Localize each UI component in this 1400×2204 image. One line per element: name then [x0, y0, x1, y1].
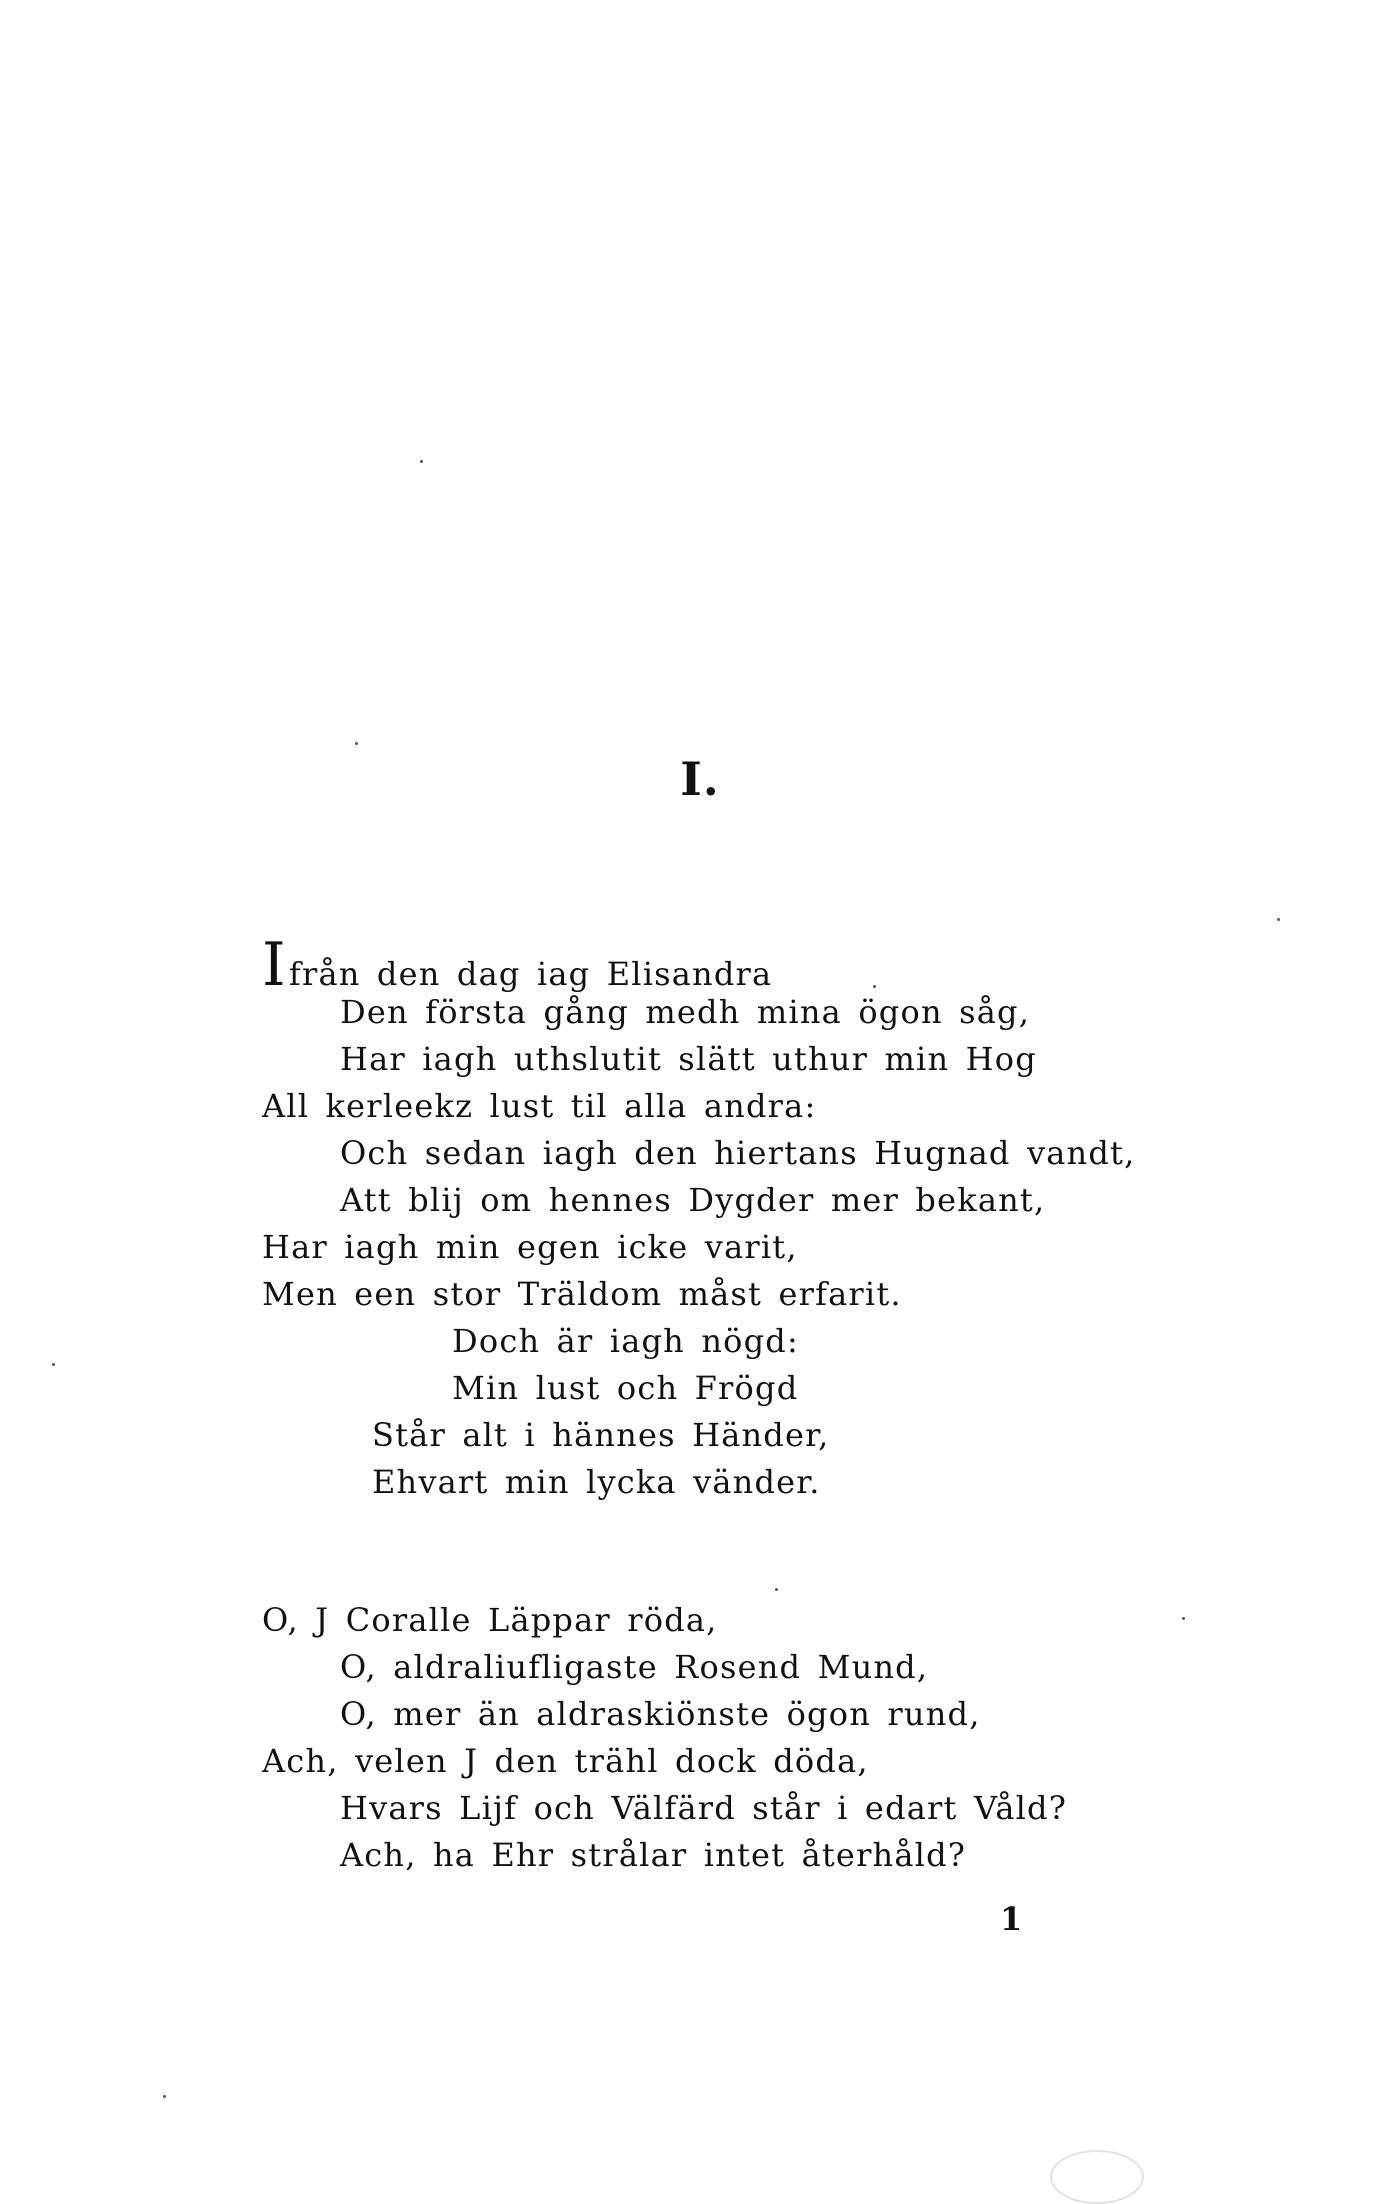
verse-line: Har iagh min egen icke varit, — [262, 1228, 798, 1266]
verse-line — [262, 930, 773, 1000]
paper-speck — [775, 1588, 778, 1591]
verse-line: O, mer än aldraskiönste ögon rund, — [340, 1695, 981, 1733]
paper-speck — [163, 2095, 166, 2098]
verse-line: Den första gång medh mina ögon såg, — [340, 993, 1031, 1031]
verse-line: Att blij om hennes Dygder mer bekant, — [340, 1181, 1046, 1219]
library-watermark — [1050, 2150, 1144, 2204]
page-number: 1 — [1000, 1900, 1023, 1938]
drop-cap: I — [262, 930, 287, 1000]
verse-line: Hvars Lijf och Välfärd står i edart Våld? — [340, 1789, 1068, 1827]
verse-line: Står alt i hännes Händer, — [372, 1416, 830, 1454]
verse-line: Men een stor Träldom måst erfarit. — [262, 1275, 902, 1313]
paper-speck — [355, 742, 358, 745]
paper-speck — [873, 985, 876, 988]
verse-line: Doch är iagh nögd: — [452, 1322, 799, 1360]
paper-speck — [420, 460, 423, 463]
verse-line: O, aldraliufligaste Rosend Mund, — [340, 1648, 929, 1686]
verse-line: Ach, ha Ehr strålar intet återhåld? — [340, 1836, 967, 1874]
verse-line: Har iagh uthslutit slätt uthur min Hog — [340, 1040, 1037, 1078]
verse-line: Och sedan iagh den hiertans Hugnad vandt, — [340, 1134, 1136, 1172]
poem-number-heading: I. — [680, 752, 720, 806]
verse-line: O, J Coralle Läppar röda, — [262, 1601, 718, 1639]
paper-speck — [52, 1363, 55, 1366]
verse-line: Ehvart min lycka vänder. — [372, 1463, 821, 1501]
paper-speck — [1182, 1617, 1185, 1620]
verse-line: Ach, velen J den trähl dock döda, — [262, 1742, 869, 1780]
verse-line: Min lust och Frögd — [452, 1369, 799, 1407]
verse-line: All kerleekz lust til alla andra: — [262, 1087, 817, 1125]
paper-speck — [1277, 918, 1280, 921]
verse-line-text: från den dag iag Elisandra — [288, 955, 773, 993]
